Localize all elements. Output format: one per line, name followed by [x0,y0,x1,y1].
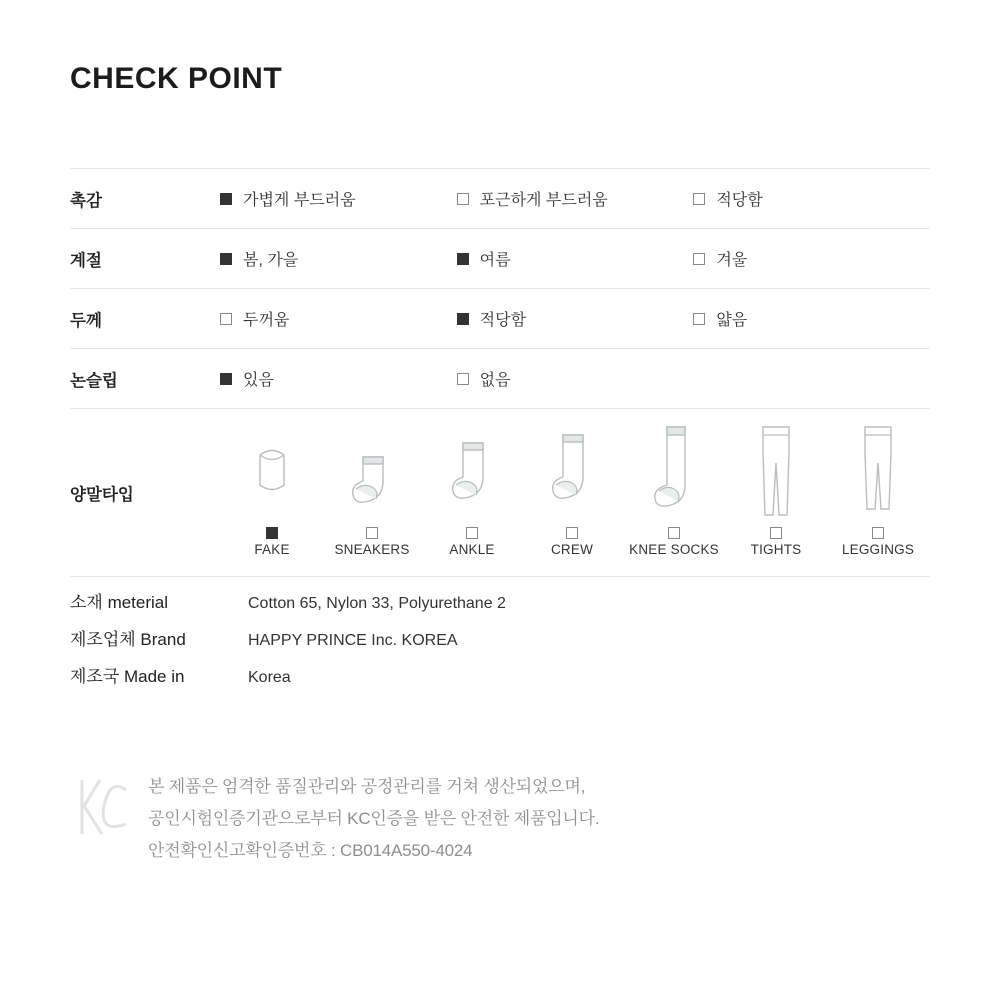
page-title: CHECK POINT [70,62,283,95]
checkbox-unchecked-icon[interactable] [693,193,705,205]
option-nonslip-1[interactable] [457,367,694,390]
material-value: Cotton 65, Nylon 33, Polyurethane 2 [248,595,506,612]
sneakers-sock-icon [341,429,403,521]
sock-option-label: FAKE [254,541,290,557]
made-in-key: 제조국 Made in [70,667,185,686]
checkbox-unchecked-icon[interactable] [466,527,478,539]
brand-value: HAPPY PRINCE Inc. KOREA [248,632,458,649]
crew-sock-icon [541,429,603,521]
checkbox-checked-icon[interactable] [220,373,232,385]
made-in-row [70,662,930,687]
option-touch-0[interactable] [220,187,457,210]
sock-type-row [70,409,930,577]
checkbox-checked-icon[interactable] [266,527,278,539]
checkbox-unchecked-icon[interactable] [693,253,705,265]
material-key: 소재 meterial [70,593,169,612]
kc-line-3: 안전확인신고확인증번호 : CB014A550-4024 [148,841,473,860]
checkbox-unchecked-icon[interactable] [770,527,782,539]
row-label-thickness: 두께 [70,311,102,330]
checkbox-checked-icon[interactable] [457,253,469,265]
option-label: 적당함 [716,192,763,209]
sock-option-tights[interactable] [726,429,826,557]
option-label: 여름 [479,252,511,269]
sock-option-label: KNEE SOCKS [629,541,719,557]
checkbox-unchecked-icon[interactable] [566,527,578,539]
knee-sock-icon [643,429,705,521]
option-label: 있음 [243,372,274,389]
option-touch-1[interactable] [457,187,694,210]
checkbox-unchecked-icon[interactable] [220,313,232,325]
checkbox-checked-icon[interactable] [220,253,232,265]
material-info [70,588,930,699]
sock-option-label: TIGHTS [750,541,802,557]
leggings-icon [851,429,905,521]
ankle-sock-icon [441,429,503,521]
option-nonslip-0[interactable] [220,367,457,390]
option-season-1[interactable] [457,247,694,270]
option-season-0[interactable] [220,247,457,270]
option-label: 봄, 가을 [243,252,299,269]
kc-text-block [148,770,599,861]
kc-logo-icon [72,776,130,838]
option-label: 얇음 [716,312,748,329]
option-thickness-0[interactable] [220,307,457,330]
checkbox-unchecked-icon[interactable] [457,373,469,385]
table-row [70,289,930,349]
brand-row [70,625,930,650]
table-row [70,349,930,409]
sock-option-crew[interactable] [522,429,622,557]
row-label-season: 계절 [70,251,102,270]
checkbox-unchecked-icon[interactable] [366,527,378,539]
option-touch-2[interactable] [693,187,930,210]
made-in-value: Korea [248,669,291,686]
sock-option-label: SNEAKERS [334,541,410,557]
sock-option-label: CREW [550,541,594,557]
sock-type-options [220,429,930,557]
kc-line-1: 본 제품은 엄격한 품질관리와 공정관리를 거쳐 생산되었으며, [148,777,586,796]
kc-certification [72,770,599,861]
option-label: 없음 [479,372,511,389]
checkbox-unchecked-icon[interactable] [872,527,884,539]
spec-table [70,168,930,577]
row-label-socktype: 양말타입 [70,485,134,504]
tights-icon [749,429,803,521]
sock-option-leggings[interactable] [826,429,930,557]
checkbox-checked-icon[interactable] [457,313,469,325]
sock-option-sneakers[interactable] [322,429,422,557]
sock-option-knee-socks[interactable] [622,429,726,557]
row-label-touch: 촉감 [70,191,102,210]
option-label: 포근하게 부드러움 [479,192,608,209]
table-row [70,169,930,229]
option-label: 두꺼움 [243,312,290,329]
option-label: 겨울 [716,252,748,269]
brand-key: 제조업체 Brand [70,630,186,649]
sock-option-fake[interactable] [222,429,322,557]
option-label: 적당함 [479,312,527,329]
material-row [70,588,930,613]
option-label: 가볍게 부드러움 [243,192,356,209]
checkbox-unchecked-icon[interactable] [457,193,469,205]
fake-sock-icon [244,429,300,521]
checkbox-unchecked-icon[interactable] [693,313,705,325]
kc-line-2: 공인시험인증기관으로부터 KC인증을 받은 안전한 제품입니다. [148,809,600,828]
sock-option-ankle[interactable] [422,429,522,557]
option-season-2[interactable] [693,247,930,270]
table-row [70,229,930,289]
option-thickness-2[interactable] [693,307,930,330]
row-label-nonslip: 논슬립 [70,371,118,390]
sock-option-label: LEGGINGS [841,541,915,557]
sock-option-label: ANKLE [449,541,495,557]
option-thickness-1[interactable] [457,307,694,330]
checkbox-unchecked-icon[interactable] [668,527,680,539]
checkbox-checked-icon[interactable] [220,193,232,205]
